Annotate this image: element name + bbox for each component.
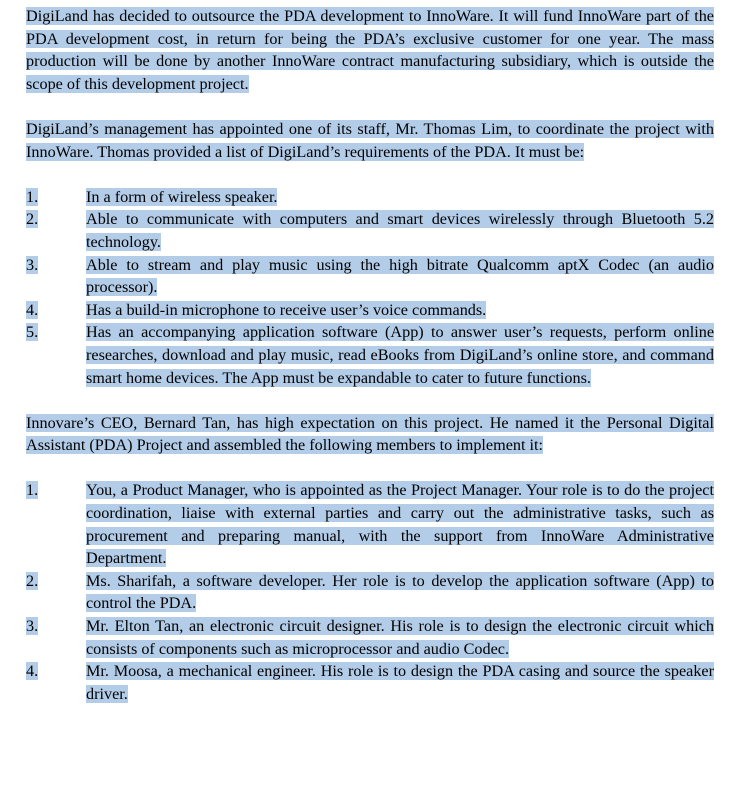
- list-number: 1.: [26, 481, 39, 500]
- list-number: 4.: [26, 300, 39, 319]
- list-item-text: Able to communicate with computers and smart devices wirelessly through Bluetooth 5.2 technology.: [86, 210, 714, 251]
- paragraph-outsourcing: [26, 5, 714, 95]
- list-item-text: You, a Product Manager, who is appointed as the Project Manager. Your role is to do the project coordination, liaise with external parties and carry out the administrative tasks, such as procurement and preparing manual, with the support from InnoWare Administrative Department.: [86, 481, 714, 568]
- paragraph-outsourcing-text: DigiLand has decided to outsource the PDA development to InnoWare. It will fund InnoWare part of the PDA development cost, in return for being the PDA’s exclusive customer for one year. The mass production will be done by another InnoWare contract manufacturing subsidiary, which is outside the scope of this development project.: [26, 7, 714, 93]
- list-item: [26, 321, 714, 389]
- list-item-text: Ms. Sharifah, a software developer. Her role is to develop the application software (App) to control the PDA.: [86, 571, 714, 613]
- list-item: [26, 570, 714, 615]
- members-list: [26, 479, 714, 705]
- list-item: [26, 660, 714, 705]
- list-item: [26, 299, 714, 322]
- list-number: 3.: [26, 617, 39, 636]
- paragraph-team-intro-text: Innovare’s CEO, Bernard Tan, has high expectation on this project. He named it the Personal Digital Assistant (PDA) Project and assembled the following members to implement it:: [26, 413, 714, 455]
- list-item-text: Has a build-in microphone to receive user’s voice commands.: [86, 300, 487, 319]
- list-number: 5.: [26, 323, 39, 342]
- list-number: 3.: [26, 255, 39, 274]
- list-item: [26, 615, 714, 660]
- paragraph-requirements-intro: [26, 118, 714, 163]
- list-item: [26, 479, 714, 569]
- list-number: 2.: [26, 571, 39, 590]
- list-number: 4.: [26, 662, 39, 681]
- list-item: [26, 186, 714, 209]
- requirements-list: [26, 186, 714, 389]
- list-item-text: Mr. Elton Tan, an electronic circuit designer. His role is to design the electronic circuit which consists of components such as microprocessor and audio Codec.: [86, 617, 714, 658]
- list-item: [26, 254, 714, 299]
- document-body: [26, 5, 714, 705]
- list-item-text: Has an accompanying application software (App) to answer user’s requests, perform online researches, download and play music, read eBooks from DigiLand’s online store, and command smart home devices. The App must be expandable to cater to future functions.: [86, 323, 714, 387]
- paragraph-requirements-intro-text: DigiLand’s management has appointed one of its staff, Mr. Thomas Lim, to coordinate the project with InnoWare. Thomas provided a list of DigiLand’s requirements of the PDA. It must be:: [26, 119, 714, 161]
- list-item-text: Mr. Moosa, a mechanical engineer. His role is to design the PDA casing and source the speaker driver.: [86, 662, 714, 703]
- list-item-text: In a form of wireless speaker.: [86, 187, 278, 206]
- list-item: [26, 208, 714, 253]
- list-item-text: Able to stream and play music using the high bitrate Qualcomm aptX Codec (an audio processor).: [86, 255, 714, 297]
- list-number: 1.: [26, 187, 39, 206]
- paragraph-team-intro: [26, 412, 714, 457]
- list-number: 2.: [26, 210, 39, 229]
